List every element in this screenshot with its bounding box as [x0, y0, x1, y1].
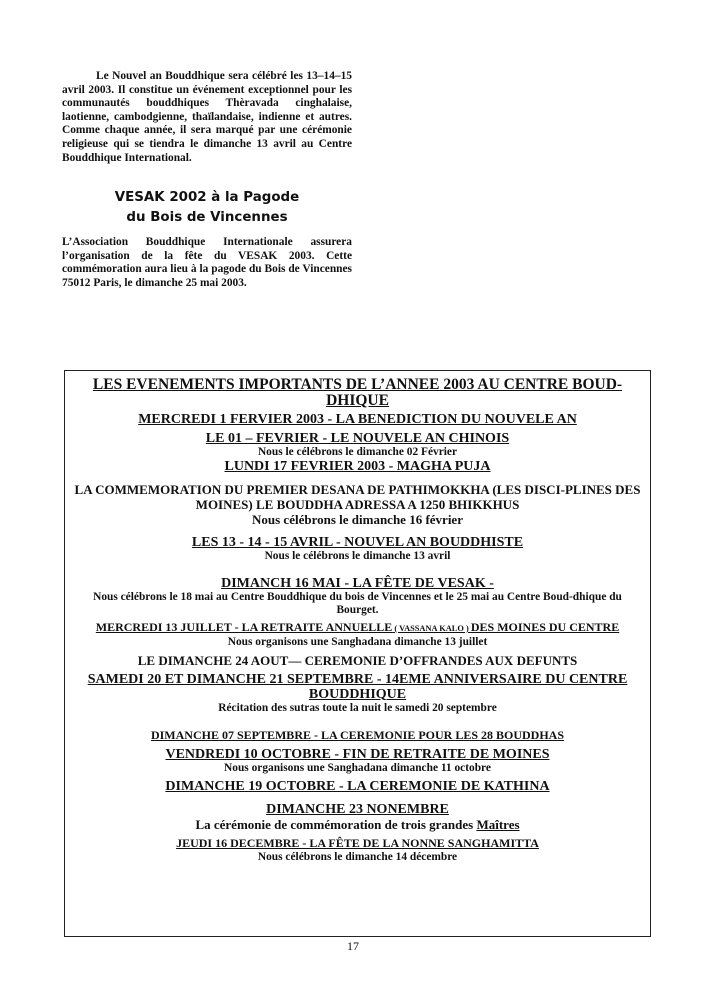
event-note-part: Maîtres	[476, 816, 520, 832]
event-heading: LES 13 - 14 - 15 AVRIL - NOUVEL AN BOUDDHISTE	[191, 534, 524, 550]
event-note: Nous célébrons le 18 mai au Centre Bouddhique du bois de Vincennes et le 25 mai au Centre Boud-dhique du Bourget.	[93, 591, 622, 616]
event-heading: SAMEDI 20 ET DIMANCHE 21 SEPTEMBRE - 14EME ANNIVERSAIRE DU CENTRE BOUDDHIQUE	[87, 671, 628, 702]
event-heading: JEUDI 16 DECEMBRE - LA FÊTE DE LA NONNE SANGHAMITTA	[176, 835, 539, 850]
event-heading-part: DES MOINES DU CENTRE	[470, 620, 620, 634]
event-heading: LA COMMEMORATION DU PREMIER DESANA DE PATHIMOKKHA (LES DISCI-PLINES DES MOINES) LE BOUDDHA ADRESSA A 1250 BHIKKHUS	[74, 481, 641, 512]
event-note: Nous le célébrons le dimanche 02 Février	[257, 446, 458, 458]
events-box	[64, 370, 651, 937]
event-note: Nous organisons une Sanghadana dimanche 11 octobre	[224, 762, 491, 774]
events-title: LES EVENEMENTS IMPORTANTS DE L’ANNEE 2003 AU CENTRE BOUD-DHIQUE	[92, 376, 623, 409]
event-note: Nous organisons une Sanghadana dimanche 13 juillet	[227, 636, 488, 648]
event-note: Nous le célébrons le dimanche 13 avril	[264, 549, 451, 562]
vesak-title-line1: VESAK 2002 à la Pagode	[114, 190, 300, 205]
vesak-text: L’Association Bouddhique Internationale assurera l’organisation de la fête du VESAK 2003. Cette commémoration aura lieu à la pagode du Bois de Vincennes 75012 Paris, le dimanche 25 mai 2003.	[62, 236, 352, 289]
event-heading: LUNDI 17 FEVRIER 2003 - MAGHA PUJA	[224, 458, 491, 474]
event-heading: DIMANCH 16 MAI - LA FÊTE DE VESAK -	[221, 576, 494, 591]
event-note-part: La cérémonie de commémoration de trois grandes	[195, 816, 477, 832]
event-heading: DIMANCHE 23 NONEMBRE	[266, 801, 449, 817]
event-note: Nous célébrons le dimanche 16 février	[252, 511, 463, 527]
event-heading: MERCREDI 1 FERVIER 2003 - LA BENEDICTION DU NOUVELE AN	[138, 412, 577, 427]
event-note	[73, 817, 642, 832]
page-number: 17	[347, 939, 359, 953]
intro-paragraph	[62, 70, 352, 165]
event-note: Récitation des sutras toute la nuit le samedi 20 septembre	[218, 701, 497, 714]
event-heading-part: MERCREDI 13 JUILLET - LA RETRAITE ANNUELLE	[95, 620, 393, 634]
event-note: Nous célébrons le dimanche 14 décembre	[257, 850, 458, 863]
vesak-title	[62, 188, 352, 228]
vesak-title-line2: du Bois de Vincennes	[126, 210, 288, 225]
event-heading: LE 01 – FEVRIER - LE NOUVELE AN CHINOIS	[205, 431, 510, 446]
event-heading: LE DIMANCHE 24 AOUT— CEREMONIE D’OFFRANDES AUX DEFUNTS	[137, 652, 578, 668]
event-heading: DIMANCHE 19 OCTOBRE - LA CEREMONIE DE KATHINA	[165, 778, 550, 794]
event-heading: DIMANCHE 07 SEPTEMBRE - LA CEREMONIE POUR LES 28 BOUDDHAS	[150, 728, 565, 742]
event-heading: VENDREDI 10 OCTOBRE - FIN DE RETRAITE DE MOINES	[165, 747, 550, 762]
event-heading-small: ( VASSANA KALO )	[392, 624, 471, 633]
event-heading	[73, 620, 642, 636]
intro-text: Le Nouvel an Bouddhique sera célébré les 13–14–15 avril 2003. Il constitue un événement exceptionnel pour les communautés bouddhiques Thèravada cinghalaise, laotienne, cambodgienne, thaïlandaise, indienne et autres. Comme chaque année, il sera marqué par une cérémonie religieuse qui se tiendra le dimanche 13 avril au Centre Bouddhique International.	[62, 70, 352, 164]
vesak-paragraph	[62, 236, 352, 290]
